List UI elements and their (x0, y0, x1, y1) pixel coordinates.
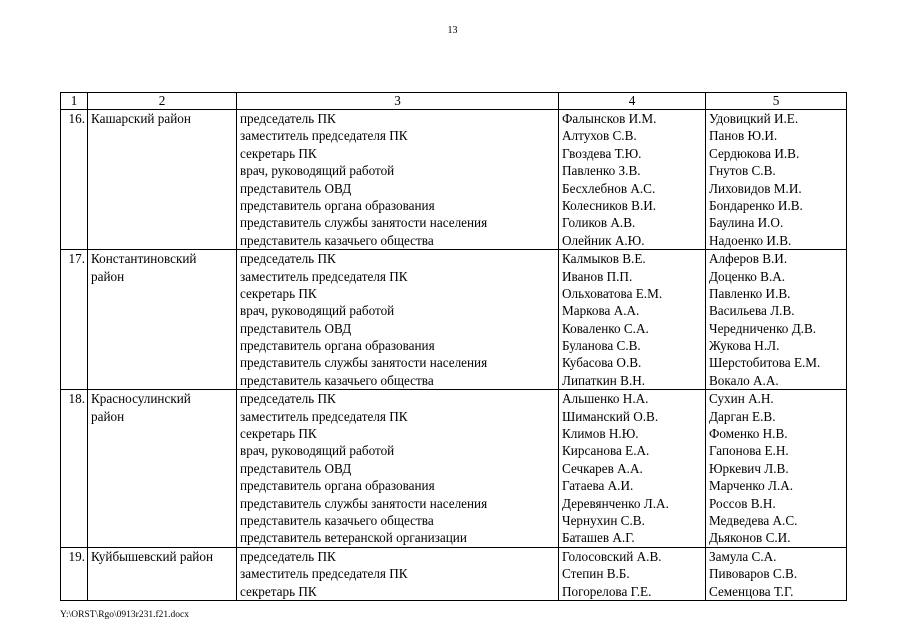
commission-table (60, 92, 847, 601)
member-name: Шиманский О.В. (562, 408, 659, 424)
reserves-cell (706, 547, 847, 600)
commission-role: заместитель председателя ПК (240, 566, 408, 582)
members-cell (559, 250, 706, 390)
member-name: Фалынсков И.М. (562, 111, 657, 126)
reserve-member-name: Бондаренко И.В. (709, 197, 803, 213)
member-name: Голосовский А.В. (562, 548, 662, 564)
member-name: Деревянченко Л.А. (562, 495, 669, 511)
reserves-cell (706, 110, 847, 250)
reserve-member-name: Васильева Л.В. (709, 303, 795, 319)
commission-role: представитель казачьего общества (240, 372, 434, 388)
reserve-member-name: Вокало А.А. (709, 372, 779, 388)
reserve-member-name: Алферов В.И. (709, 251, 788, 267)
reserve-member-name: Россов В.Н. (709, 495, 776, 511)
commission-role: заместитель председателя ПК (240, 128, 408, 144)
member-name: Степин В.Б. (562, 566, 630, 582)
reserve-member-name: Гапонова Е.Н. (709, 443, 789, 459)
member-name: Коваленко С.А. (562, 320, 649, 336)
commission-role: представитель ОВД (240, 180, 352, 196)
members-cell (559, 390, 706, 548)
commission-role: секретарь ПК (240, 426, 317, 442)
member-name: Буланова С.В. (562, 338, 641, 354)
member-name: Климов Н.Ю. (562, 426, 639, 442)
table-header-row (61, 93, 847, 110)
table-row (61, 547, 847, 600)
commission-role: председатель ПК (240, 111, 336, 126)
reserve-member-name: Дарган Е.В. (709, 408, 776, 424)
member-name: Гвоздева Т.Ю. (562, 145, 642, 161)
reserve-member-name: Панов Ю.И. (709, 128, 778, 144)
reserve-member-name: Сухин А.Н. (709, 391, 774, 407)
district-name: район (91, 268, 125, 284)
table-row (61, 390, 847, 548)
reserve-member-name: Доценко В.А. (709, 268, 786, 284)
member-name: Маркова А.А. (562, 303, 640, 319)
commission-role: представитель службы занятости населения (240, 495, 488, 511)
commission-role: представитель службы занятости населения (240, 355, 488, 371)
member-name: Ольховатова Е.М. (562, 285, 663, 301)
commission-role: врач, руководящий работой (240, 163, 395, 179)
reserve-member-name: Марченко Л.А. (709, 478, 794, 494)
roles-cell (237, 250, 559, 390)
reserve-member-name: Надоенко И.В. (709, 232, 792, 248)
member-name: Сечкарев А.А. (562, 460, 643, 476)
member-name: Колесников В.И. (562, 197, 657, 213)
reserve-member-name: Павленко И.В. (709, 285, 791, 301)
member-name: Павленко З.В. (562, 163, 641, 179)
commission-role: секретарь ПК (240, 145, 317, 161)
row-number: 19. (61, 547, 88, 600)
reserve-member-name: Фоменко Н.В. (709, 426, 788, 442)
member-name: Кирсанова Е.А. (562, 443, 650, 459)
reserve-member-name: Гнутов С.В. (709, 163, 776, 179)
commission-role: представитель казачьего общества (240, 232, 434, 248)
reserve-member-name: Лиховидов М.И. (709, 180, 802, 196)
member-name: Иванов П.П. (562, 268, 633, 284)
header-cell: 1 (61, 93, 88, 110)
member-name: Олейник А.Ю. (562, 232, 645, 248)
district-cell (88, 547, 237, 600)
commission-role: представитель ОВД (240, 460, 352, 476)
reserve-member-name: Жукова Н.Л. (709, 338, 780, 354)
reserves-cell (706, 390, 847, 548)
commission-role: представитель службы занятости населения (240, 215, 488, 231)
row-number: 18. (61, 390, 88, 548)
member-name: Чернухин С.В. (562, 512, 645, 528)
commission-role: секретарь ПК (240, 583, 317, 599)
commission-role: представитель казачьего общества (240, 512, 434, 528)
commission-role: представитель органа образования (240, 478, 435, 494)
roles-cell (237, 110, 559, 250)
header-cell: 3 (237, 93, 559, 110)
commission-role: заместитель председателя ПК (240, 268, 408, 284)
commission-role: представитель ОВД (240, 320, 352, 336)
commission-role: председатель ПК (240, 548, 336, 564)
commission-role: врач, руководящий работой (240, 303, 395, 319)
header-cell: 2 (88, 93, 237, 110)
member-name: Баташев А.Г. (562, 530, 635, 546)
header-cell: 4 (559, 93, 706, 110)
header-cell: 5 (706, 93, 847, 110)
reserve-member-name: Шерстобитова Е.М. (709, 355, 821, 371)
reserves-cell (706, 250, 847, 390)
row-number: 17. (61, 250, 88, 390)
reserve-member-name: Дьяконов С.И. (709, 530, 791, 546)
district-cell (88, 250, 237, 390)
reserve-member-name: Сердюкова И.В. (709, 145, 800, 161)
commission-role: представитель органа образования (240, 197, 435, 213)
reserve-member-name: Удовицкий И.Е. (709, 111, 799, 126)
member-name: Голиков А.В. (562, 215, 636, 231)
commission-role: председатель ПК (240, 251, 336, 267)
reserve-member-name: Чередниченко Д.В. (709, 320, 817, 336)
reserve-member-name: Юркевич Л.В. (709, 460, 789, 476)
member-name: Липаткин В.Н. (562, 372, 646, 388)
roles-cell (237, 547, 559, 600)
district-name: Кашарский район (91, 111, 191, 126)
district-cell (88, 110, 237, 250)
member-name: Алтухов С.В. (562, 128, 637, 144)
table-row (61, 250, 847, 390)
reserve-member-name: Замула С.А. (709, 548, 777, 564)
commission-role: заместитель председателя ПК (240, 408, 408, 424)
roles-cell (237, 390, 559, 548)
commission-role: представитель ветеранской организации (240, 530, 467, 546)
reserve-member-name: Баулина И.О. (709, 215, 784, 231)
member-name: Калмыков В.Е. (562, 251, 646, 267)
commission-role: председатель ПК (240, 391, 336, 407)
commission-role: секретарь ПК (240, 285, 317, 301)
table-row (61, 110, 847, 250)
district-cell (88, 390, 237, 548)
commission-role: представитель органа образования (240, 338, 435, 354)
member-name: Гатаева А.И. (562, 478, 634, 494)
member-name: Кубасова О.В. (562, 355, 642, 371)
member-name: Погорелова Г.Е. (562, 583, 652, 599)
reserve-member-name: Пивоваров С.В. (709, 566, 798, 582)
members-cell (559, 547, 706, 600)
reserve-member-name: Медведева А.С. (709, 512, 798, 528)
district-name: Константиновский (91, 251, 197, 267)
page-number: 13 (447, 25, 458, 36)
district-name: Красносулинский (91, 391, 191, 407)
district-name: Куйбышевский район (91, 548, 214, 564)
district-name: район (91, 408, 125, 424)
member-name: Бесхлебнов А.С. (562, 180, 656, 196)
member-name: Альшенко Н.А. (562, 391, 649, 407)
table-body (61, 93, 847, 601)
members-cell (559, 110, 706, 250)
row-number: 16. (61, 110, 88, 250)
reserve-member-name: Семенцова Т.Г. (709, 583, 794, 599)
commission-role: врач, руководящий работой (240, 443, 395, 459)
footer-file-path: Y:\ORST\Rgo\0913r231.f21.docx (60, 610, 189, 620)
